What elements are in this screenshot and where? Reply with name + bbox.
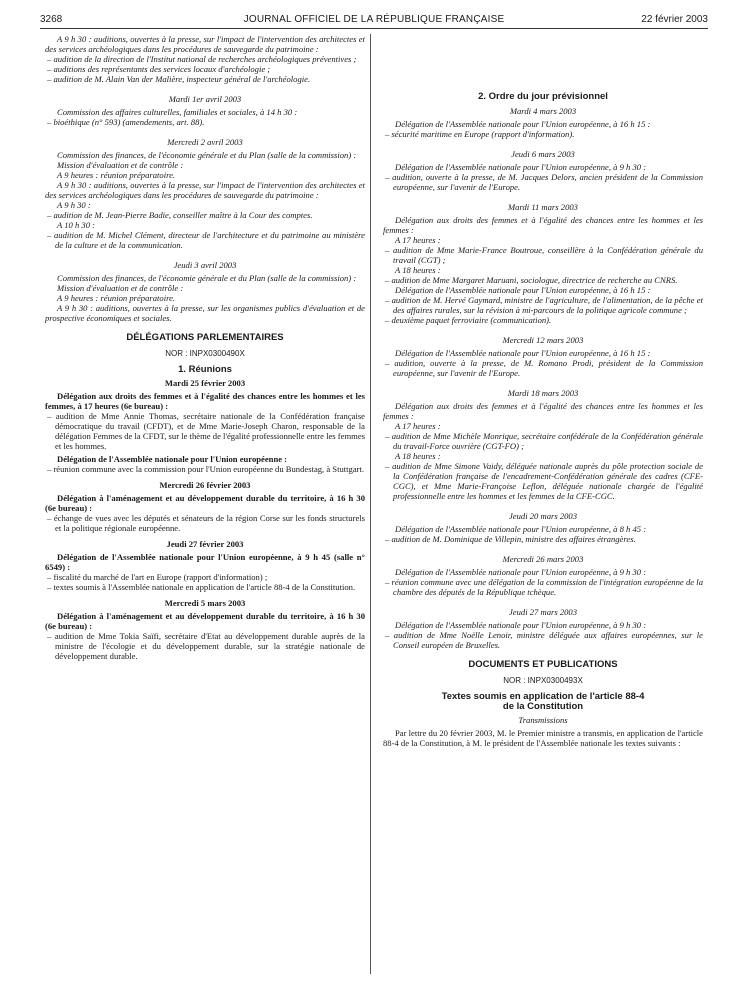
paragraph: Délégation de l'Assemblée nationale pour l'Union européenne, à 9 h 30 : xyxy=(395,162,647,172)
list-item: – audition de la direction de l'Institut national de recherches archéologiques préventives ; xyxy=(47,54,357,64)
list-item: – échange de vues avec les députés et sénateurs de la région Corse sur les fonds structurels et la politique régionale européenne. xyxy=(47,513,365,533)
list-item: – bioéthique (n° 593) (amendements, art. 88). xyxy=(47,117,205,127)
paragraph: Délégation aux droits des femmes et à l'égalité des chances entre les hommes et les femmes : xyxy=(383,401,703,421)
section-heading: DÉLÉGATIONS PARLEMENTAIRES xyxy=(126,332,284,343)
date-heading: Jeudi 20 mars 2003 xyxy=(508,511,578,521)
list-item: – audition de Mme Noëlle Lenoir, ministre déléguée aux affaires européennes, sur le Conseil européen de Bruxelles. xyxy=(385,630,703,650)
list-item: – audition de Mme Annie Thomas, secrétaire nationale de la Confédération française démocratique du travail (CFDT), et de Mme Marie-Joseph Charon, responsable de la délégation Femmes de la CFDT, sur le thème de l'égalité professionnelle entre les femmes et les hommes. xyxy=(47,411,365,451)
list-item: – audition de M. Jean-Pierre Badie, conseiller maître à la Cour des comptes. xyxy=(47,210,313,220)
delegation-heading: Délégation de l'Assemblée nationale pour l'Union européenne : xyxy=(57,454,288,464)
journal-title: JOURNAL OFFICIEL DE LA RÉPUBLIQUE FRANÇAISE xyxy=(243,14,505,25)
list-item: – audition de M. Michel Clément, directeur de l'architecture et du patrimoine au ministère de la culture et de la communication. xyxy=(47,230,365,250)
list-item: – audition de Mme Michèle Monrique, secrétaire confédérale de la Confédération générale du travail-Force ouvrière (CGT-FO) ; xyxy=(385,431,703,451)
list-item: – auditions des représentants des services locaux d'archéologie ; xyxy=(47,64,271,74)
nor-reference: NOR : INPX0300490X xyxy=(165,349,245,358)
paragraph: Délégation de l'Assemblée nationale pour l'Union européenne, à 16 h 15 : xyxy=(395,348,651,358)
date-heading: Mercredi 26 mars 2003 xyxy=(502,554,584,564)
delegation-heading: Délégation à l'aménagement et au développement durable du territoire, à 16 h 30 (6e bureau) : xyxy=(45,493,365,513)
transmissions-heading: Transmissions xyxy=(518,715,568,725)
list-item: – réunion commune avec la commission pour l'Union européenne du Bundestag, à Stuttgart. xyxy=(47,464,365,474)
list-item: – audition de Mme Margaret Maruani, sociologue, directrice de recherche au CNRS. xyxy=(385,275,678,285)
list-item: – audition, ouverte à la presse, de M. Jacques Delors, ancien président de la Commission européenne, sur l'avenir de l'Europe. xyxy=(385,172,703,192)
list-item: – fiscalité du marché de l'art en Europe (rapport d'information) ; xyxy=(47,572,268,582)
left-column xyxy=(45,34,365,661)
page-header xyxy=(40,10,708,30)
list-item: – audition de M. Dominique de Villepin, ministre des affaires étrangères. xyxy=(385,534,636,544)
delegation-heading: Délégation à l'aménagement et au développement durable du territoire, à 16 h 30 (6e bureau) : xyxy=(45,611,365,631)
date-heading: Mercredi 5 mars 2003 xyxy=(164,598,246,608)
paragraph: Mission d'évaluation et de contrôle : xyxy=(57,160,184,170)
date-heading: Mercredi 26 février 2003 xyxy=(159,480,251,490)
list-item: – audition de Mme Tokia Saïfi, secrétaire d'Etat au développement durable auprès de la ministre de l'écologie et du développement durable, sur la stratégie nationale de développement durable. xyxy=(47,631,365,661)
paragraph: Délégation de l'Assemblée nationale pour l'Union européenne, à 9 h 30 : xyxy=(395,567,647,577)
issue-date: 22 février 2003 xyxy=(641,14,708,25)
paragraph: A 18 heures : xyxy=(395,265,441,275)
list-item: – réunion commune avec une délégation de la commission de l'intégration européenne de la chambre des députés de la République tchèque. xyxy=(385,577,703,597)
date-heading: Mercredi 2 avril 2003 xyxy=(167,137,243,147)
column-divider xyxy=(370,34,371,974)
date-heading: Jeudi 6 mars 2003 xyxy=(511,149,575,159)
list-item: – deuxième paquet ferroviaire (communication). xyxy=(385,315,552,325)
list-item: – audition de M. Alain Van der Malière, inspecteur général de l'archéologie. xyxy=(47,74,311,84)
subsection-heading: Textes soumis en application de l'article 88-4 xyxy=(441,691,645,702)
date-heading: Mercredi 12 mars 2003 xyxy=(502,335,584,345)
list-item: – audition de Mme Simone Vaidy, déléguée nationale auprès du pôle protection sociale de la Confédération française de l'encadrement-Confédération générale des cadres (CFE-CGC), et Mme Marie-Françoise Leflon, déléguée nationale chargée de l'égalité professionnelle entre les hommes et les femmes de la CFE-CGC. xyxy=(385,461,703,501)
paragraph: A 18 heures : xyxy=(395,451,441,461)
list-item: – audition, ouverte à la presse, de M. Romano Prodi, président de la Commission européenne, sur l'avenir de l'Europe. xyxy=(385,358,703,378)
delegation-heading: Délégation de l'Assemblée nationale pour l'Union européenne, à 9 h 45 (salle n° 6549) : xyxy=(45,552,365,572)
date-heading: Mardi 25 février 2003 xyxy=(164,378,246,388)
date-heading: Mardi 4 mars 2003 xyxy=(509,106,577,116)
paragraph: Délégation aux droits des femmes et à l'égalité des chances entre les hommes et les femmes : xyxy=(383,215,703,235)
paragraph: A 9 h 30 : auditions, ouvertes à la presse, sur les organismes publics d'évaluation et de prospective économiques et sociales. xyxy=(45,303,365,323)
right-column xyxy=(383,34,703,748)
date-heading: Jeudi 27 février 2003 xyxy=(166,539,244,549)
paragraph: A 9 heures : réunion préparatoire. xyxy=(57,293,176,303)
paragraph: Mission d'évaluation et de contrôle : xyxy=(57,283,184,293)
date-heading: Jeudi 27 mars 2003 xyxy=(508,607,578,617)
paragraph: A 17 heures : xyxy=(395,235,441,245)
nor-reference: NOR : INPX0300493X xyxy=(503,676,583,685)
list-item: – audition de M. Hervé Gaymard, ministre de l'agriculture, de l'alimentation, de la pêche et des affaires rurales, sur la révision à mi-parcours de la politique agricole commune ; xyxy=(385,295,703,315)
paragraph: A 9 h 30 : auditions, ouvertes à la presse, sur l'impact de l'intervention des architectes et des services archéologiques dans les procédures de sauvegarde du patrimoine : xyxy=(45,34,365,54)
paragraph: Délégation de l'Assemblée nationale pour l'Union européenne, à 16 h 15 : xyxy=(395,119,651,129)
paragraph: Délégation de l'Assemblée nationale pour l'Union européenne, à 16 h 15 : xyxy=(395,285,651,295)
date-heading: Mardi 18 mars 2003 xyxy=(507,388,579,398)
paragraph: A 10 h 30 : xyxy=(57,220,96,230)
page-number: 3268 xyxy=(40,14,63,25)
paragraph: A 9 h 30 : auditions, ouvertes à la presse, sur l'impact de l'intervention des architectes et des services archéologiques dans les procédures de sauvegarde du patrimoine : xyxy=(45,180,365,200)
list-item: – textes soumis à l'Assemblée nationale en application de l'article 88-4 de la Constitution. xyxy=(47,582,356,592)
section-heading: DOCUMENTS ET PUBLICATIONS xyxy=(468,659,618,670)
delegation-heading: Délégation aux droits des femmes et à l'égalité des chances entre les hommes et les femmes, à 17 heures (6e bureau) : xyxy=(45,391,365,411)
paragraph: A 9 h 30 : xyxy=(57,200,91,210)
paragraph: Commission des finances, de l'économie générale et du Plan (salle de la commission) : xyxy=(57,150,357,160)
date-heading: Mardi 1er avril 2003 xyxy=(168,94,242,104)
paragraph: Délégation de l'Assemblée nationale pour l'Union européenne, à 9 h 30 : xyxy=(395,620,647,630)
paragraph: A 9 heures : réunion préparatoire. xyxy=(57,170,176,180)
paragraph: Délégation de l'Assemblée nationale pour l'Union européenne, à 8 h 45 : xyxy=(395,524,647,534)
paragraph: Commission des affaires culturelles, familiales et sociales, à 14 h 30 : xyxy=(57,107,298,117)
subsection-heading: de la Constitution xyxy=(502,701,584,712)
subsection-heading: 1. Réunions xyxy=(178,364,232,375)
date-heading: Jeudi 3 avril 2003 xyxy=(173,260,237,270)
header-rule xyxy=(40,28,708,29)
paragraph: Par lettre du 20 février 2003, M. le Premier ministre a transmis, en application de l'article 88-4 de la Constitution, à M. le président de l'Assemblée nationale les textes suivants : xyxy=(383,728,703,748)
paragraph: Commission des finances, de l'économie générale et du Plan (salle de la commission) : xyxy=(57,273,357,283)
date-heading: Mardi 11 mars 2003 xyxy=(508,202,578,212)
paragraph: A 17 heures : xyxy=(395,421,441,431)
list-item: – sécurité maritime en Europe (rapport d'information). xyxy=(385,129,575,139)
subsection-heading: 2. Ordre du jour prévisionnel xyxy=(478,91,608,102)
list-item: – audition de Mme Marie-France Boutroue, conseillère à la Confédération générale du travail (CGT) ; xyxy=(385,245,703,265)
